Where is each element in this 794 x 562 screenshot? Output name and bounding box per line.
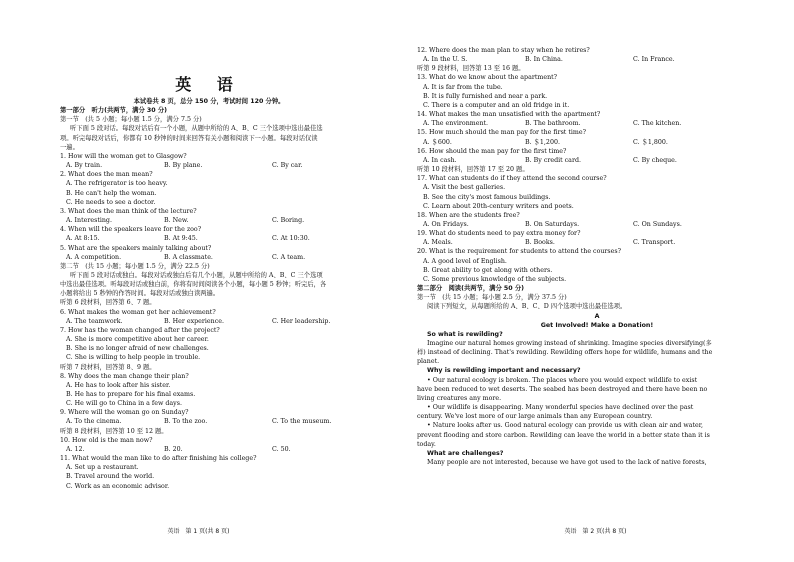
option-a: A. Visit the best galleries. xyxy=(423,184,506,192)
option-b: B. To the zoo. xyxy=(164,418,208,426)
option-c: C. In France. xyxy=(633,56,675,64)
section-2-instructions: 听下面 5 段对话或独白。每段对话或独白后有几个小题，从题中所给的 A、B、C 三个选项 xyxy=(70,271,323,279)
option-a: A. It is far from the tube. xyxy=(423,83,503,91)
passage-text: living creatures any more. xyxy=(417,394,502,402)
option-b: B. 20. xyxy=(164,445,183,453)
option-b: B. He can't help the woman. xyxy=(66,189,157,197)
question-17: 17. What can students do if they attend the second course? xyxy=(417,175,607,183)
material-6-note: 听第 6 段材料，回答第 6、7 题。 xyxy=(60,299,156,307)
option-a: A. By train. xyxy=(66,162,103,170)
section-1-instructions: 项。听完每段对话后，你都有 10 秒钟的时间来回答有关小题和阅读下一小题。每段对话仅读 xyxy=(60,134,318,142)
passage-heading-rewilding: So what is rewilding? xyxy=(427,330,503,338)
question-5-options xyxy=(60,253,358,262)
passage-text: • Our wildlife is disappearing. Many wonderful species have declined over the past xyxy=(427,404,694,412)
question-7: 7. How has the woman changed after the project? xyxy=(60,326,220,334)
question-3: 3. What does the man think of the lecture? xyxy=(60,207,197,215)
passage-text: have been reduced to wet deserts. The seabed has been destroyed and there have been no xyxy=(417,385,708,393)
material-10-note: 听第 10 段材料，回答第 17 至 20 题。 xyxy=(417,166,529,174)
question-18: 18. When are the students free? xyxy=(417,211,520,219)
option-c: C. Her leadership. xyxy=(272,317,331,325)
passage-heading-challenges: What are challenges? xyxy=(427,449,504,457)
option-b: B. By credit card. xyxy=(525,156,581,164)
passage-letter: A xyxy=(594,312,600,320)
option-a: A. In the U. S. xyxy=(423,56,468,64)
option-a: A. ＄600. xyxy=(423,138,452,146)
option-a: A. He has to look after his sister. xyxy=(66,381,171,389)
option-c: C. Learn about 20th-century writers and poets. xyxy=(423,202,574,210)
section-2-instructions: 小题将给出 5 秒钟的作答时间。每段对话或独白读两遍。 xyxy=(60,290,220,298)
option-c: C. By car. xyxy=(272,162,303,170)
exam-info: 本试卷共 8 页，总分 150 分，考试时间 120 分钟。 xyxy=(133,98,285,105)
option-a: A. In cash. xyxy=(423,156,457,164)
question-13: 13. What do we know about the apartment? xyxy=(417,74,558,82)
option-b: B. ＄1,200. xyxy=(525,138,560,146)
section-1-instructions: 听下面 5 段对话。每段对话后有一个小题，从题中所给的 A、B、C 三个选项中选出最佳选 xyxy=(70,125,323,133)
question-11: 11. What would the man like to do after finishing his college? xyxy=(60,455,257,463)
option-b: B. A classmate. xyxy=(164,253,213,261)
question-3-options xyxy=(60,216,358,225)
page-2-footer: 英语 第 2 页(共 8 页) xyxy=(564,528,627,535)
question-16-options xyxy=(417,156,777,165)
passage-heading-importance: Why is rewilding important and necessary? xyxy=(427,367,581,375)
passage-text: prevent flooding and store carbon. Rewilding can leave the world in a better state than it is xyxy=(417,431,710,439)
option-a: A. A competition. xyxy=(66,253,122,261)
option-c: C. At 10:30. xyxy=(272,235,310,243)
question-1-options xyxy=(60,161,358,170)
option-b: B. Her experience. xyxy=(164,317,224,325)
question-14: 14. What makes the man unsatisfied with the apartment? xyxy=(417,111,601,119)
option-a: A. A good level of English. xyxy=(423,257,507,265)
question-8: 8. Why does the man change their plan? xyxy=(60,372,189,380)
option-c: C. 50. xyxy=(272,445,291,453)
passage-title: Get Involved! Make a Donation! xyxy=(540,321,654,329)
question-9-options xyxy=(60,417,358,426)
option-b: B. Great ability to get along with others. xyxy=(423,266,553,274)
option-a: A. Interesting. xyxy=(66,217,112,225)
question-6-options xyxy=(60,317,358,326)
option-b: B. She is no longer afraid of new challenges. xyxy=(66,345,209,353)
option-b: B. He has to prepare for his final exams. xyxy=(66,391,196,398)
question-16: 16. How should the man pay for the first time? xyxy=(417,147,567,155)
material-7-note: 听第 7 段材料，回答第 8、9 题。 xyxy=(60,363,156,371)
question-12: 12. Where does the man plan to stay when he retires? xyxy=(417,47,590,54)
page-1-content xyxy=(60,97,358,491)
material-9-note: 听第 9 段材料，回答第 13 至 16 题。 xyxy=(417,65,525,73)
option-a: A. The refrigerator is too heavy. xyxy=(66,180,168,188)
option-a: A. The environment. xyxy=(423,120,489,128)
part-1-heading: 第一部分 听力(共两节，满分 30 分) xyxy=(60,107,168,115)
option-b: B. On Saturdays. xyxy=(525,220,580,228)
passage-text: • Nature looks after us. Good natural ecology can provide us with clean air and water, xyxy=(427,422,704,430)
option-c: C. Some previous knowledge of the subjects. xyxy=(423,275,567,283)
option-c: C. ＄1,800. xyxy=(633,138,668,146)
option-a: A. Meals. xyxy=(423,239,453,247)
question-6: 6. What makes the woman get her achievement? xyxy=(60,308,216,316)
passage-text: today. xyxy=(417,440,436,448)
question-2: 2. What does the man mean? xyxy=(60,171,153,179)
section-1-instructions: 一遍。 xyxy=(60,143,79,151)
passage-text: planet. xyxy=(417,358,440,366)
question-20: 20. What is the requirement for students to attend the courses? xyxy=(417,248,621,256)
page-1-footer: 英语 第 1 页(共 8 页) xyxy=(167,528,230,535)
question-4: 4. When will the speakers leave for the zoo? xyxy=(60,226,202,234)
reading-instructions: 阅读下列短文，从每题所给的 A、B、C、D 四个选项中选出最佳选项。 xyxy=(427,303,627,311)
question-19-options xyxy=(417,238,777,247)
question-14-options xyxy=(417,119,777,128)
passage-text: Imagine our natural homes growing instead of shrinking. Imagine species diversifying(多 xyxy=(427,340,712,347)
option-c: C. She is willing to help people in trouble. xyxy=(66,354,201,362)
question-18-options xyxy=(417,220,777,229)
question-10-options xyxy=(60,445,358,454)
section-2-instructions: 中选出最佳选项。听每段对话或独白前，你将有时间阅读各个小题，每小题 5 秒钟；听完后，各 xyxy=(60,281,327,289)
question-19: 19. What do students need to pay extra money for? xyxy=(417,230,581,238)
reading-section-1-heading: 第一节 (共 15 小题；每小题 2.5 分，满分 37.5 分) xyxy=(417,294,567,302)
material-8-note: 听第 8 段材料，回答第 10 至 12 题。 xyxy=(60,427,168,435)
option-a: A. Set up a restaurant. xyxy=(66,464,139,472)
option-c: C. Boring. xyxy=(272,217,305,225)
passage-text: 样) instead of declining. That's rewilding. Rewilding offers hope for wildlife, humans and the xyxy=(417,349,713,357)
option-a: A. On Fridays. xyxy=(423,220,469,228)
option-a: A. 12. xyxy=(66,445,85,453)
question-12-options xyxy=(417,55,777,64)
question-4-options xyxy=(60,234,358,243)
option-b: B. In China. xyxy=(525,56,563,64)
option-c: C. He will go to China in a few days. xyxy=(66,400,182,408)
exam-title: 英 语 xyxy=(175,75,243,94)
question-9: 9. Where will the woman go on Sunday? xyxy=(60,409,189,417)
option-c: C. A team. xyxy=(272,253,306,261)
option-b: B. At 9:45. xyxy=(164,235,198,243)
option-b: B. Books. xyxy=(525,239,555,247)
passage-text: century. We've lost more of our large animals than any European country. xyxy=(417,413,653,421)
section-1-heading: 第一节 (共 5 小题；每小题 1.5 分，满分 7.5 分) xyxy=(60,116,202,124)
question-15: 15. How much should the man pay for the first time? xyxy=(417,129,586,137)
option-a: A. She is more competitive about her career. xyxy=(66,336,209,344)
option-c: C. Work as an economic advisor. xyxy=(66,482,170,490)
option-c: C. To the museum. xyxy=(272,418,332,426)
option-c: C. The kitchen. xyxy=(633,120,682,128)
question-5: 5. What are the speakers mainly talking about? xyxy=(60,244,212,252)
page-2 xyxy=(397,0,794,562)
page-2-content xyxy=(417,46,777,467)
question-1: 1. How will the woman get to Glasgow? xyxy=(60,152,187,160)
option-b: B. New. xyxy=(164,217,189,225)
option-b: B. Travel around the world. xyxy=(66,473,155,481)
option-b: B. By plane. xyxy=(164,162,203,170)
option-b: B. The bathroom. xyxy=(525,120,581,128)
option-c: C. There is a computer and an old fridge in it. xyxy=(423,101,570,109)
passage-text: Many people are not interested, because we have got used to the lack of native forests, xyxy=(427,459,707,467)
option-c: C. On Sundays. xyxy=(633,220,682,228)
question-15-options xyxy=(417,138,777,147)
option-a: A. To the cinema. xyxy=(66,418,122,426)
part-2-heading: 第二部分 阅读(共两节，满分 50 分) xyxy=(417,285,525,293)
question-10: 10. How old is the man now? xyxy=(60,436,153,444)
option-a: A. At 8:15. xyxy=(66,235,100,243)
option-c: C. Transport. xyxy=(633,239,676,247)
option-c: C. He needs to see a doctor. xyxy=(66,198,156,206)
option-a: A. The teamwork. xyxy=(66,317,123,325)
passage-text: • Our natural ecology is broken. The places where you would expect wildlife to exist xyxy=(427,376,698,384)
option-c: C. By cheque. xyxy=(633,156,677,164)
option-b: B. It is fully furnished and near a park. xyxy=(423,92,548,100)
option-b: B. See the city's most famous buildings. xyxy=(423,193,551,201)
section-2-heading: 第二节 (共 15 小题；每小题 1.5 分，满分 22.5 分) xyxy=(60,262,210,270)
